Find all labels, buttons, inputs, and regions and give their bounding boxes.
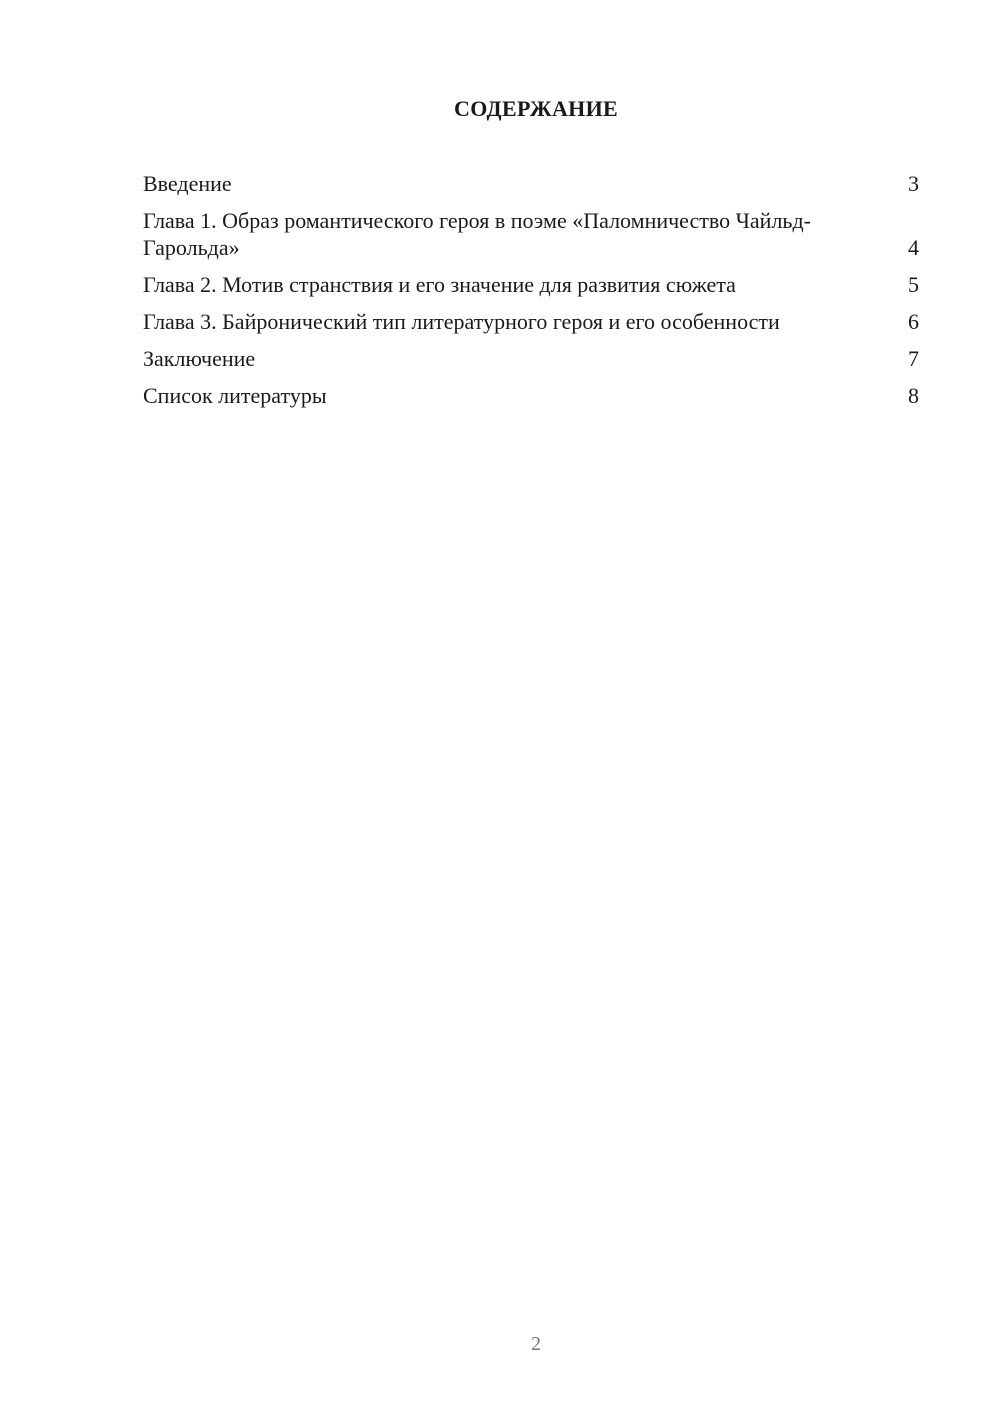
page-title: СОДЕРЖАНИЕ: [454, 96, 618, 121]
toc-entry-title: Глава 1. Образ романтического героя в поэме «Паломничество Чайльд-Гарольда»: [143, 208, 811, 260]
toc-entry-page: 5: [908, 272, 919, 297]
toc-entry-page: 4: [908, 235, 919, 260]
toc-entry: [143, 308, 919, 335]
toc-entry: [143, 345, 919, 372]
toc-entry-page: 7: [908, 346, 919, 371]
table-of-contents: [143, 170, 919, 419]
page-number: 2: [531, 1333, 541, 1355]
toc-entry-title: Список литературы: [143, 383, 327, 408]
toc-entry-title: Введение: [143, 171, 232, 196]
toc-entry-page: 8: [908, 383, 919, 408]
toc-entry: [143, 271, 919, 298]
toc-entry: [143, 207, 919, 261]
toc-entry-page: 6: [908, 309, 919, 334]
toc-entry: [143, 382, 919, 409]
toc-entry: [143, 170, 919, 197]
toc-entry-page: 3: [908, 171, 919, 196]
toc-entry-title: Глава 2. Мотив странствия и его значение для развития сюжета: [143, 272, 736, 297]
toc-entry-title: Заключение: [143, 346, 256, 371]
toc-entry-title: Глава 3. Байронический тип литературного героя и его особенности: [143, 309, 780, 334]
